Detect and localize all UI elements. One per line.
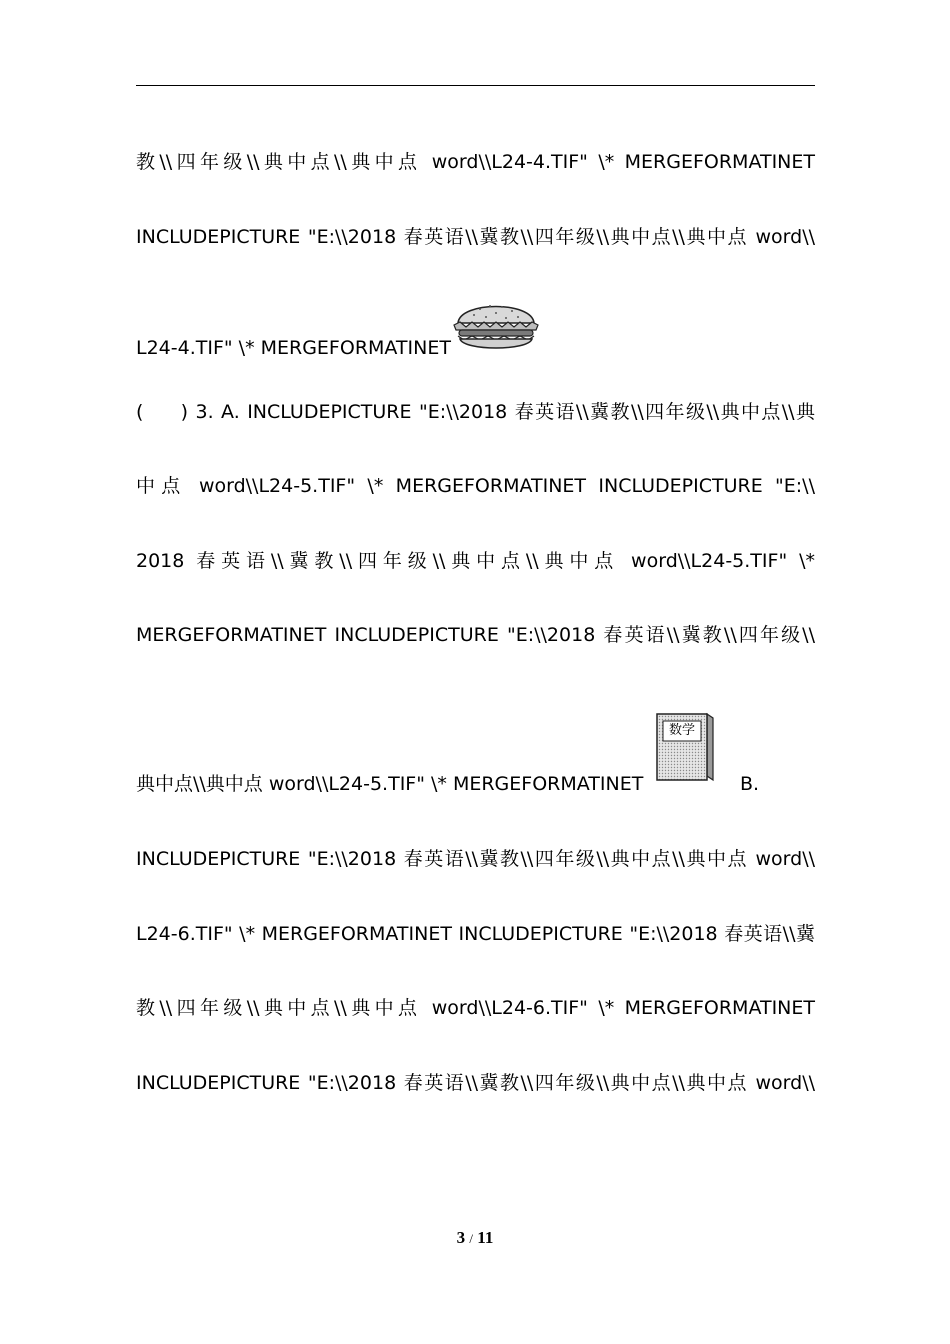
page-separator: / — [469, 1231, 474, 1246]
text-line-4: ( ) 3. A. INCLUDEPICTURE "E:\\2018 春英语\\冀教\\四年级\\典中点\\典 — [136, 401, 815, 423]
text-line-11: 教\\四年级\\典中点\\典中点 word\\L24-6.TIF" \* MERGEFORMATINET — [136, 997, 815, 1019]
page-number — [0, 1228, 950, 1248]
text-line-6: 2018 春英语\\冀教\\四年级\\典中点\\典中点 word\\L24-5.TIF" \* — [136, 550, 815, 572]
option-b-label: B. — [740, 773, 760, 795]
book-label: 数学 — [668, 723, 695, 738]
text-line-7: MERGEFORMATINET INCLUDEPICTURE "E:\\2018 春英语\\冀教\\四年级\\ — [136, 624, 815, 646]
text-line-8: 典中点\\典中点 word\\L24-5.TIF" \* MERGEFORMATINET — [136, 773, 644, 795]
text-line-1: 教\\四年级\\典中点\\典中点 word\\L24-4.TIF" \* MERGEFORMATINET — [136, 151, 815, 173]
text-line-5: 中点 word\\L24-5.TIF" \* MERGEFORMATINET INCLUDEPICTURE "E:\\ — [136, 475, 815, 497]
page-current: 3 — [456, 1228, 466, 1247]
math-book-image — [655, 712, 717, 782]
page-total: 11 — [477, 1228, 494, 1247]
text-line-10: L24-6.TIF" \* MERGEFORMATINET INCLUDEPICTURE "E:\\2018 春英语\\冀 — [136, 923, 815, 945]
text-line-2: INCLUDEPICTURE "E:\\2018 春英语\\冀教\\四年级\\典中点\\典中点 word\\ — [136, 226, 815, 248]
text-line-3: L24-4.TIF" \* MERGEFORMATINET — [136, 337, 451, 359]
text-line-12: INCLUDEPICTURE "E:\\2018 春英语\\冀教\\四年级\\典中点\\典中点 word\\ — [136, 1072, 815, 1094]
header-rule — [136, 85, 815, 86]
hamburger-image — [450, 293, 542, 355]
text-line-9: INCLUDEPICTURE "E:\\2018 春英语\\冀教\\四年级\\典中点\\典中点 word\\ — [136, 848, 815, 870]
